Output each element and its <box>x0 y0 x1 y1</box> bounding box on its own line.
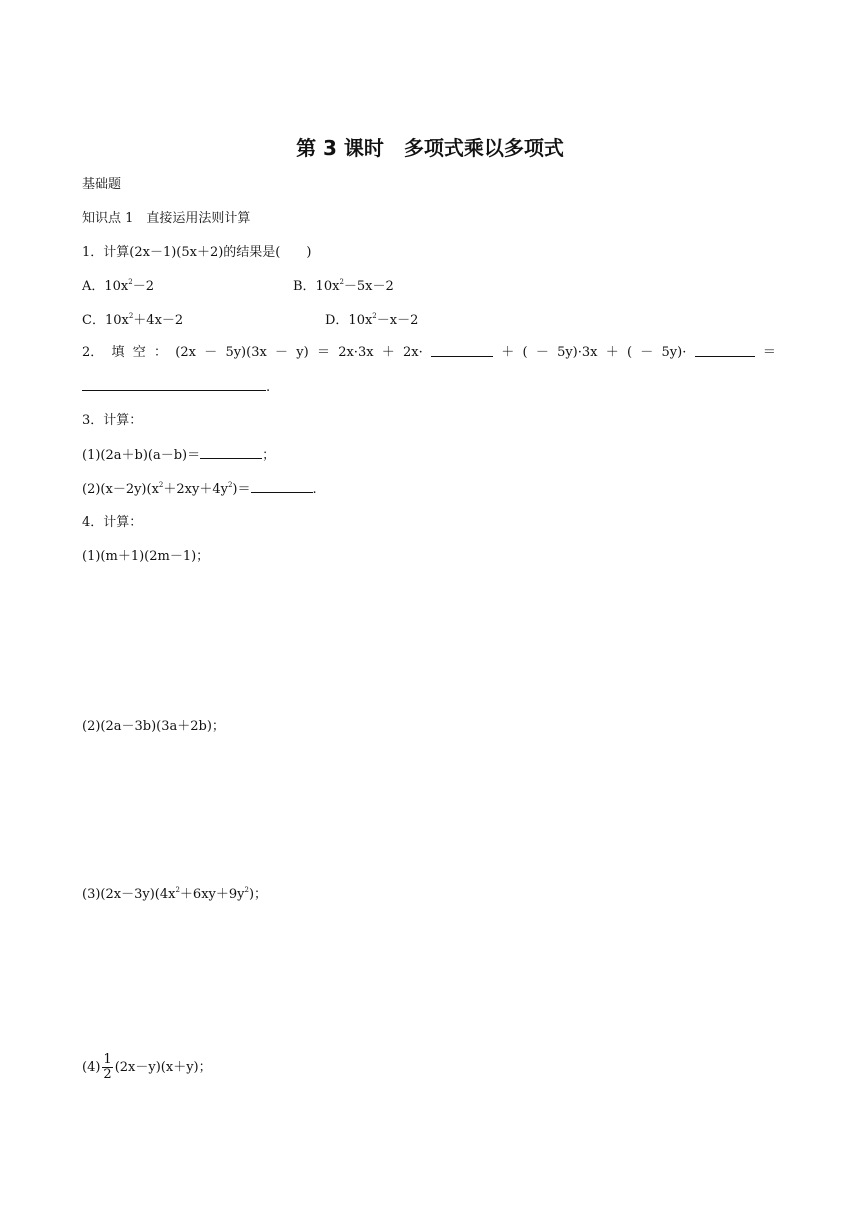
question-2-stem: 2． 填 空 ： (2x － 5y)(3x － y) ＝ 2x·3x ＋ 2x· ＋ ( － 5y)·3x ＋ ( － 5y)· ＝ <box>82 345 776 360</box>
question-4-part-2: (2)(2a－3b)(3a＋2b)； <box>82 719 225 734</box>
question-4-stem: 4．计算： <box>82 515 143 530</box>
page-title: 第 3 课时 多项式乘以多项式 <box>296 136 564 160</box>
fill-blank-5[interactable] <box>251 480 313 493</box>
question-3-stem: 3．计算： <box>82 413 143 428</box>
fill-blank-4[interactable] <box>200 446 262 459</box>
question-3-part-2: $(2)(x-2y)(x^2+2xy+4y^2)=$ . <box>82 481 317 497</box>
question-1-stem: 1．计算(2x－1)(5x＋2)的结果是( ) <box>82 245 312 260</box>
knowledge-point-heading: 知识点 1 直接运用法则计算 <box>82 211 251 226</box>
fill-blank-2[interactable] <box>695 344 755 357</box>
fill-blank-3[interactable] <box>82 378 266 391</box>
fraction-one-half: $\frac{1}{2}$ <box>103 1052 112 1082</box>
option-b: B．$10x^2-5x-2$ <box>293 278 394 294</box>
question-2-answer-line: . <box>82 378 270 397</box>
question-3-part-1: (1)(2a＋b)(a－b)＝ ； <box>82 448 276 463</box>
option-a: A．$10x^2-2$ <box>82 278 155 294</box>
option-d: D．$10x^2-x-2$ <box>325 312 419 328</box>
fill-blank-1[interactable] <box>431 344 493 357</box>
question-4-part-3: $(3)(2x-3y)(4x^2+6xy+9y^2)$； <box>82 886 268 902</box>
option-c: C．$10x^2+4x-2$ <box>82 312 184 328</box>
section-heading: 基础题 <box>82 177 122 192</box>
question-4-part-4: (4) $\frac{1}{2}$ (2x－y)(x＋y)； <box>82 1052 212 1082</box>
question-4-part-1: (1)(m＋1)(2m－1)； <box>82 549 210 564</box>
question-1-options-row-2 <box>82 312 419 330</box>
question-1-options-row-1 <box>82 278 394 296</box>
